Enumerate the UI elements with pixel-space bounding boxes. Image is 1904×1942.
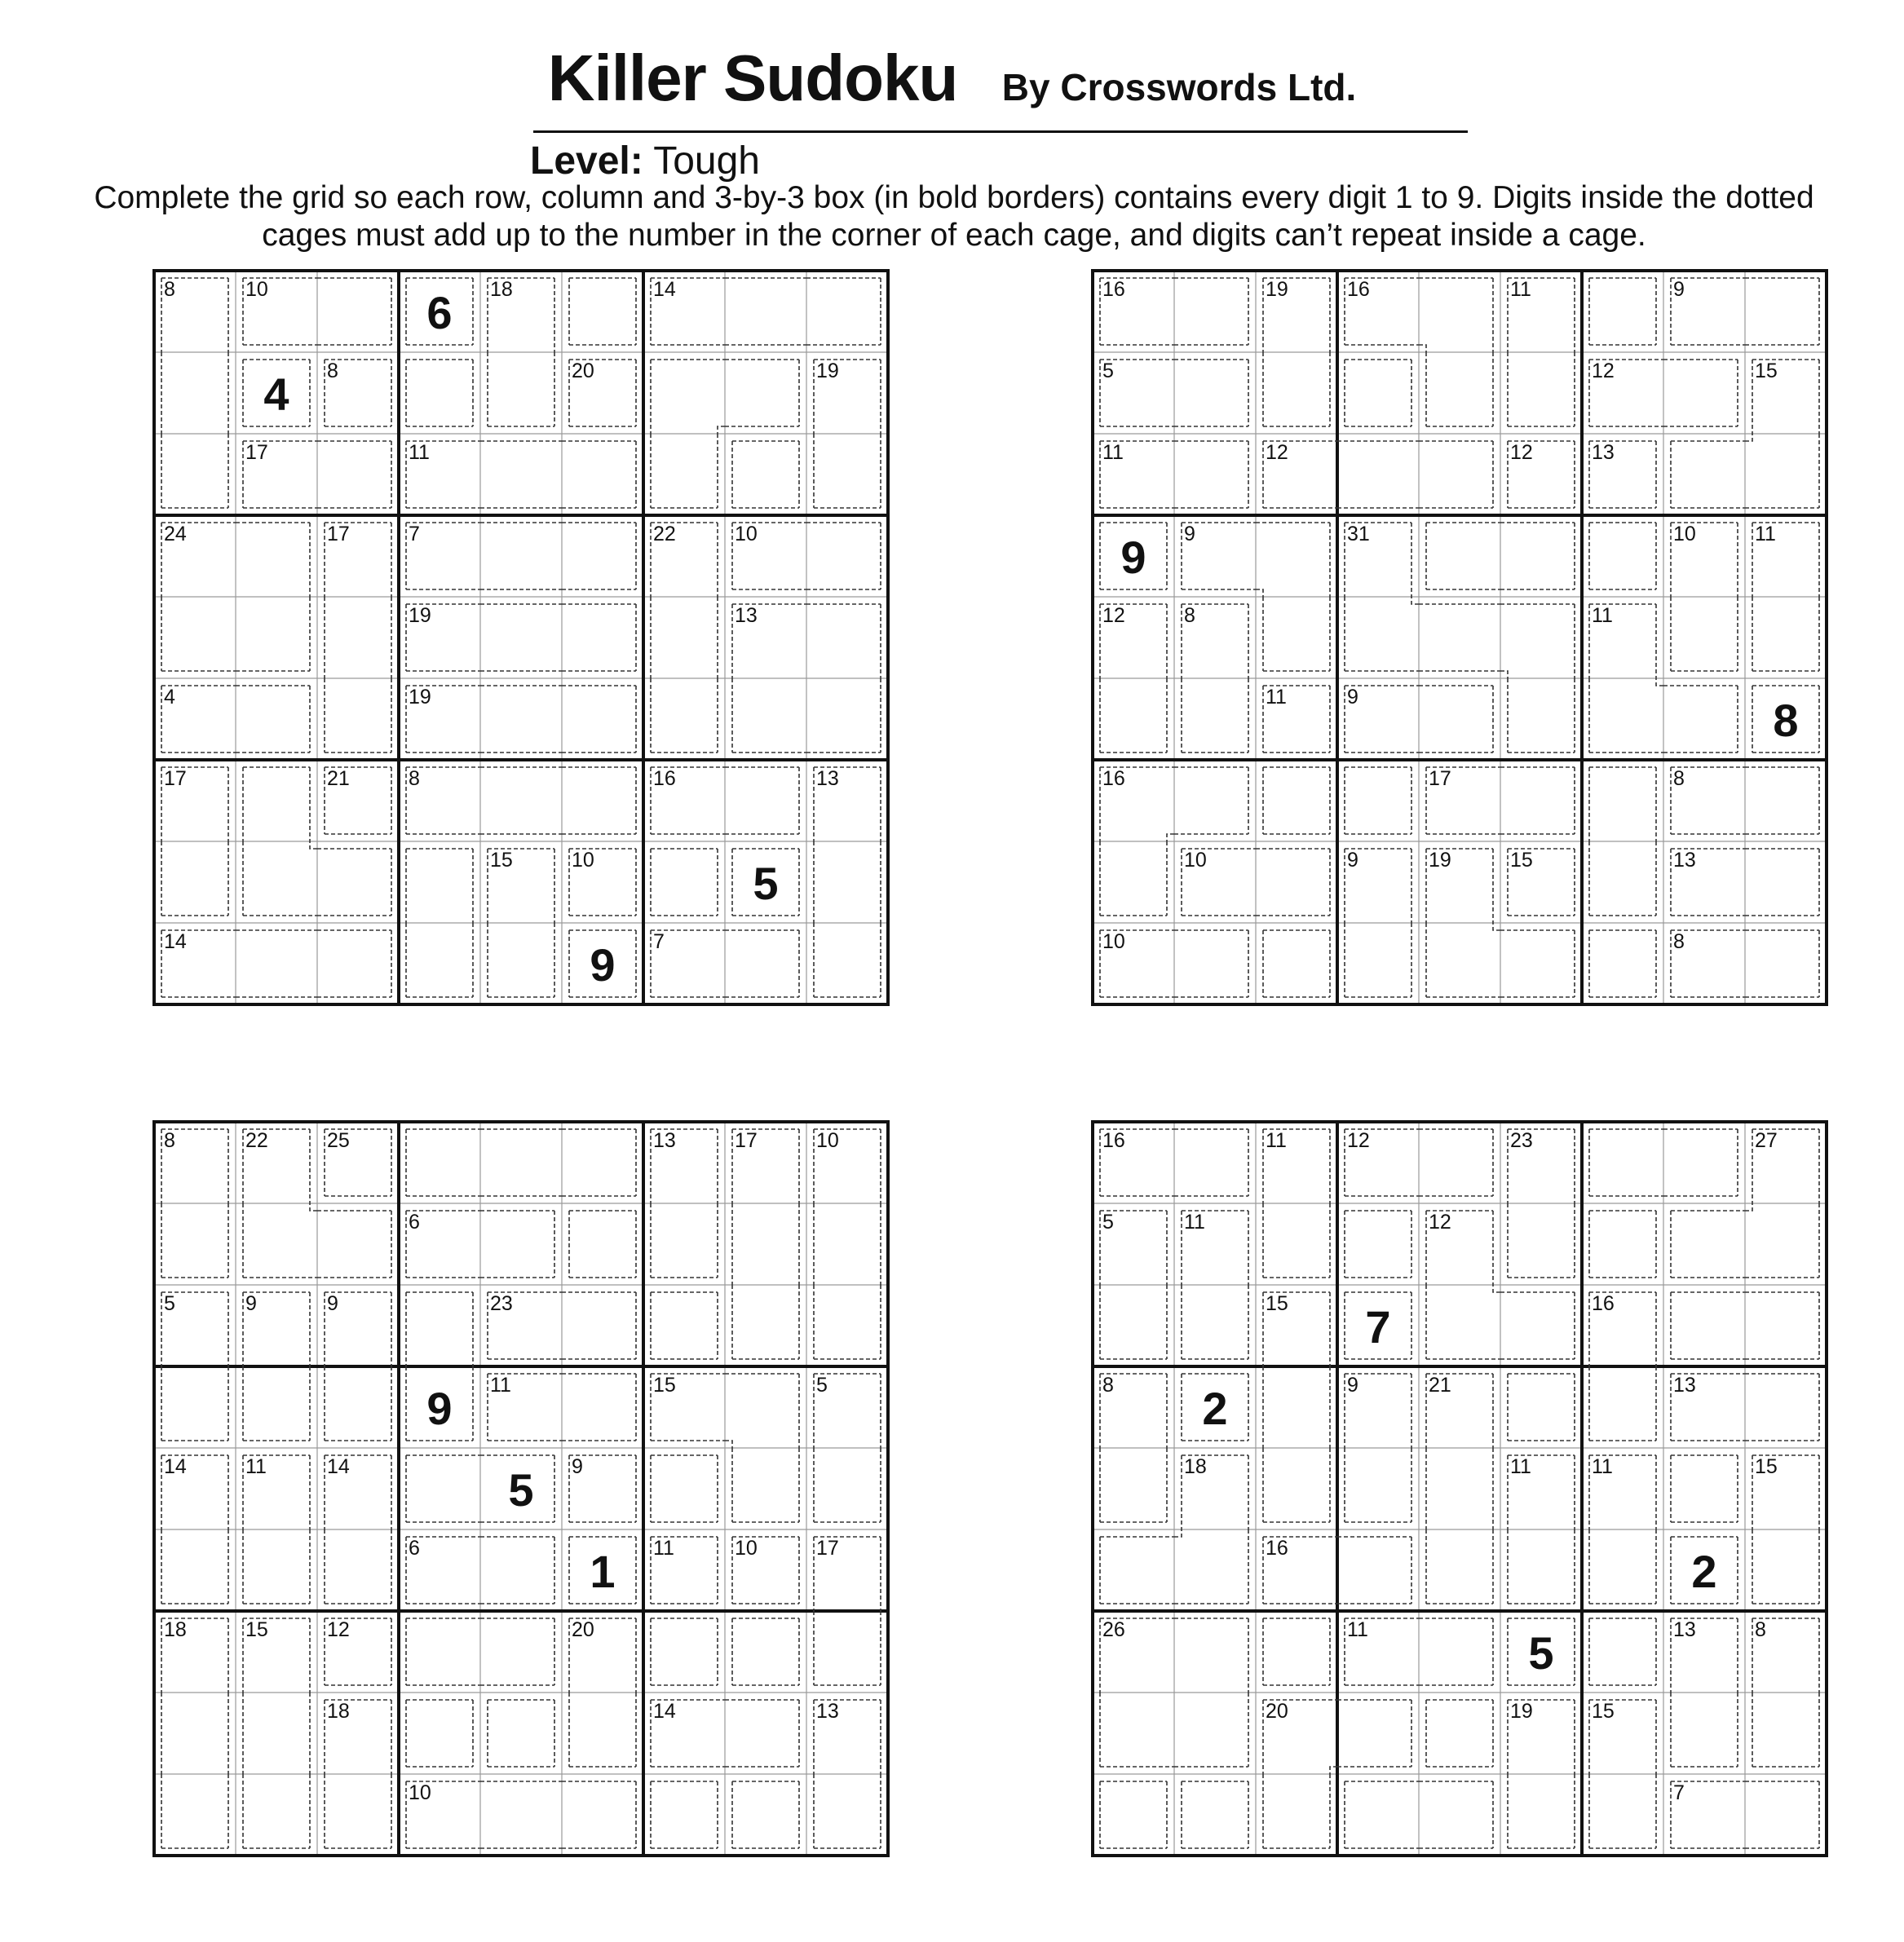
cage-sum: 8 [1184,604,1195,627]
cage-sum: 15 [1755,1455,1778,1478]
cage-sum: 7 [409,523,420,545]
cage-sum: 11 [1347,1618,1368,1641]
cage-sum: 10 [572,849,594,872]
cage-sum: 10 [735,523,758,545]
level-value: Tough [653,139,760,183]
cage-sum: 12 [1266,441,1288,464]
header-divider [533,130,1468,133]
cage-sum: 20 [1266,1700,1288,1723]
cage-sum: 6 [409,1211,420,1234]
cage-sum: 14 [653,1700,676,1723]
cage-sum: 12 [327,1618,350,1641]
cage-sum: 11 [653,1537,674,1560]
puzzle-top-right [1091,269,1827,1004]
byline: By Crosswords Ltd. [1001,66,1357,108]
cage-sum: 19 [1429,849,1451,872]
cage-sum: 12 [1510,441,1533,464]
cage-sum: 5 [1102,360,1114,382]
cage-sum: 15 [1755,360,1778,382]
given-digit: 4 [263,369,289,420]
cage-sum: 8 [1673,930,1685,953]
cage-sum: 10 [1673,523,1696,545]
cage-sum: 18 [164,1618,187,1641]
cage-sum: 8 [409,767,420,790]
given-digit: 9 [590,939,616,991]
puzzle-bottom-right [1091,1120,1827,1856]
cage-sum: 10 [1184,849,1207,872]
cage-sum: 16 [653,767,676,790]
given-digit: 9 [426,1383,453,1434]
cage-sum: 11 [1266,686,1287,708]
cage-sum: 20 [572,1618,594,1641]
cage-sum: 13 [1673,1374,1696,1397]
given-digit: 8 [1773,695,1799,746]
level-label: Level: [530,139,643,183]
cage-sum: 17 [1429,767,1451,790]
cage-sum: 10 [245,278,268,301]
cage-sum: 6 [409,1537,420,1560]
cage-sum: 10 [409,1781,431,1804]
cage-sum: 11 [1510,278,1531,301]
cage-sum: 22 [245,1129,268,1152]
cage-sum: 9 [1347,686,1358,708]
cage-sum: 17 [327,523,350,545]
cage-sum: 17 [164,767,187,790]
cage-sum: 17 [816,1537,839,1560]
cage-sum: 13 [1673,849,1696,872]
sudoku-grid [1091,269,1828,1006]
given-digit: 2 [1691,1546,1717,1597]
cage-sum: 15 [1266,1292,1288,1315]
cage-sum: 11 [1102,441,1124,464]
cage-sum: 5 [816,1374,828,1397]
cage-sum: 15 [245,1618,268,1641]
cage-sum: 8 [164,1129,175,1152]
cage-sum: 8 [1102,1374,1114,1397]
cage-sum: 8 [1673,767,1685,790]
cage-outlines [1100,278,1819,997]
cage-sum: 19 [816,360,839,382]
cage-sum: 20 [572,360,594,382]
cage-sum: 7 [653,930,665,953]
grid-border [1093,271,1827,1004]
cage-sum: 12 [1429,1211,1451,1234]
cage-sum: 9 [245,1292,257,1315]
cage-sum: 15 [1592,1700,1615,1723]
cage-sum: 13 [1592,441,1615,464]
given-digit: 9 [1120,532,1146,583]
cage-sum: 21 [327,767,350,790]
cage-sum: 14 [653,278,676,301]
cage-sum: 31 [1347,523,1370,545]
cage-sum: 11 [1510,1455,1531,1478]
cage-sum: 16 [1347,278,1370,301]
cage-sum: 26 [1102,1618,1125,1641]
cage-sum: 9 [1347,1374,1358,1397]
cage-sum: 11 [1592,604,1613,627]
cage-sum: 19 [409,604,431,627]
given-digit: 1 [590,1546,616,1597]
cage-sum: 9 [1673,278,1685,301]
given-digit: 6 [426,287,453,338]
cage-sum: 9 [1347,849,1358,872]
cage-sum: 12 [1592,360,1615,382]
given-digit: 7 [1365,1301,1391,1353]
cage-sum: 19 [1266,278,1288,301]
cage-sum: 11 [1184,1211,1205,1234]
cage-sum: 21 [1429,1374,1451,1397]
cage-sum: 7 [1673,1781,1685,1804]
cage-sum: 13 [816,767,839,790]
cage-sum: 18 [490,278,513,301]
cage-sum: 27 [1755,1129,1778,1152]
cage-sum: 13 [816,1700,839,1723]
cage-sum: 19 [1510,1700,1533,1723]
cage-sum: 16 [1102,278,1125,301]
cage-sum: 8 [327,360,338,382]
cage-sum: 11 [1755,523,1776,545]
cage-sum: 23 [1510,1129,1533,1152]
cage-sum: 14 [327,1455,350,1478]
cage-sum: 11 [409,441,430,464]
cage-sum: 4 [164,686,175,708]
header [0,41,1904,116]
puzzle-bottom-left [152,1120,888,1856]
given-digit: 5 [753,858,779,909]
cage-sum: 25 [327,1129,350,1152]
page-title: Killer Sudoku [547,42,958,114]
cage-sum: 5 [1102,1211,1114,1234]
cage-sum: 10 [816,1129,839,1152]
cage-sum: 11 [1592,1455,1613,1478]
given-digit: 2 [1202,1383,1228,1434]
puzzle-top-left [152,269,888,1004]
cage-sum: 16 [1592,1292,1615,1315]
cage-sum: 10 [1102,930,1125,953]
cage-sum: 23 [490,1292,513,1315]
instructions: Complete the grid so each row, column and 3-by-3 box (in bold borders) contains every digit 1 to 9. Digits inside the dotted cages must add up to the number in the corner of each cage, and digits can’t repeat inside a cage. [94,180,1814,253]
given-digit: 5 [1528,1627,1554,1679]
cage-sum: 12 [1102,604,1125,627]
given-digit: 5 [508,1464,534,1516]
cage-sum: 11 [1266,1129,1287,1152]
cage-sum: 12 [1347,1129,1370,1152]
cage-sum: 15 [490,849,513,872]
cage-sum: 18 [1184,1455,1207,1478]
cage-sum: 14 [164,930,187,953]
cage-sum: 9 [1184,523,1195,545]
cage-sum: 15 [653,1374,676,1397]
cage-sum: 16 [1102,767,1125,790]
cage-sum: 17 [245,441,268,464]
cage-sum: 10 [735,1537,758,1560]
cage-sum: 13 [653,1129,676,1152]
cage-sum: 16 [1102,1129,1125,1152]
cage-sum: 8 [164,278,175,301]
cage-sum: 19 [409,686,431,708]
cage-sum: 18 [327,1700,350,1723]
cage-sum: 24 [164,523,187,545]
cage-sum: 16 [1266,1537,1288,1560]
cage-sum: 9 [572,1455,583,1478]
cage-sum: 9 [327,1292,338,1315]
cage-sum: 11 [245,1455,267,1478]
cage-sum: 11 [490,1374,511,1397]
cage-sum: 13 [1673,1618,1696,1641]
cage-sum: 22 [653,523,676,545]
cage-sum: 17 [735,1129,758,1152]
cage-sum: 14 [164,1455,187,1478]
cage-sum: 15 [1510,849,1533,872]
cage-sum: 13 [735,604,758,627]
cage-sum: 8 [1755,1618,1766,1641]
cage-outlines [1100,1129,1819,1848]
cage-sum: 5 [164,1292,175,1315]
difficulty-level [530,139,760,183]
